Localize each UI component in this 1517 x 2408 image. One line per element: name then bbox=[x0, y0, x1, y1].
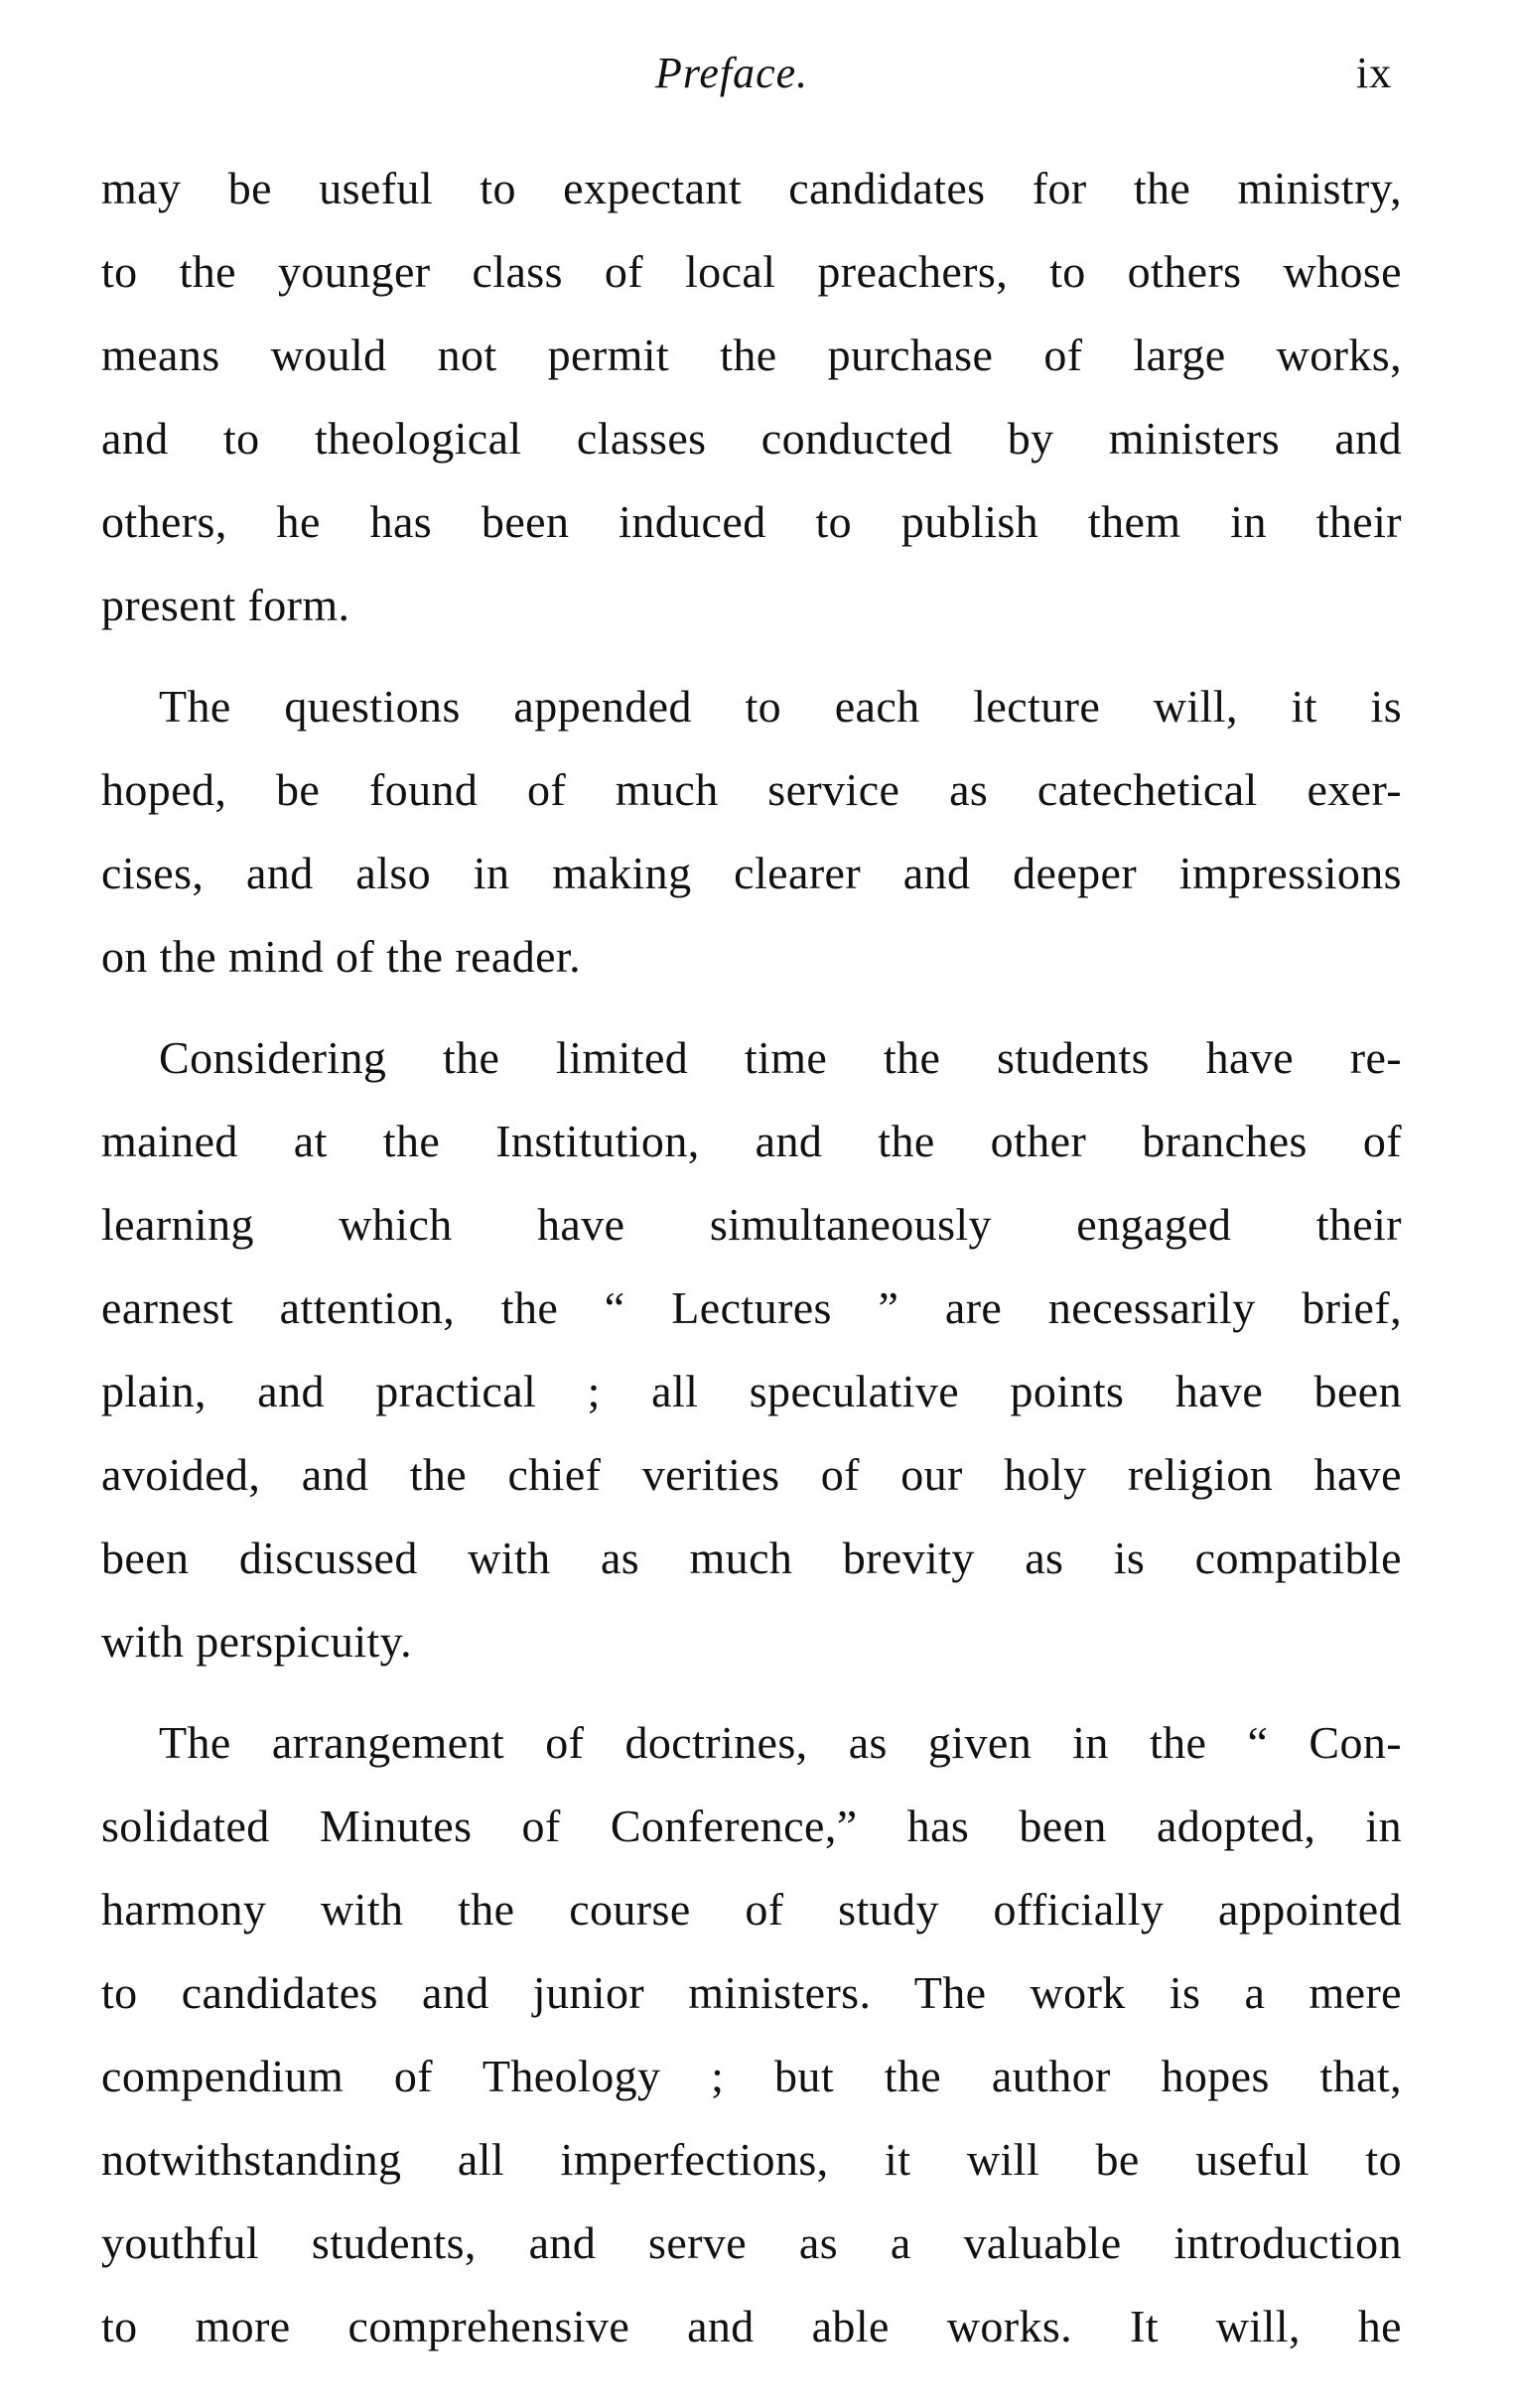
text-line: compendium of Theology ; but the author hopes that, bbox=[101, 2051, 1402, 2101]
text-line: learning which have simultaneously engaged their bbox=[101, 1199, 1402, 1250]
text-line: The questions appended to each lecture will, it is bbox=[159, 681, 1402, 732]
text-line: youthful students, and serve as a valuable introduction bbox=[101, 2217, 1402, 2268]
text-line: on the mind of the reader. bbox=[101, 931, 582, 982]
body-text bbox=[101, 147, 1402, 2368]
text-line: and to theological classes conducted by ministers and bbox=[101, 413, 1402, 464]
text-line: mained at the Institution, and the other branches of bbox=[101, 1116, 1402, 1166]
running-head bbox=[0, 44, 1517, 103]
text-line: means would not permit the purchase of large works, bbox=[101, 330, 1402, 380]
paragraph-3 bbox=[101, 1016, 1402, 1683]
text-line: with perspicuity. bbox=[101, 1616, 412, 1667]
paragraph-gap bbox=[101, 999, 1402, 1016]
text-line: plain, and practical ; all speculative points have been bbox=[101, 1366, 1402, 1416]
text-line: harmony with the course of study officially appointed bbox=[101, 1884, 1402, 1935]
text-line: The arrangement of doctrines, as given in the “ Con- bbox=[159, 1717, 1402, 1768]
text-line: Considering the limited time the students have re- bbox=[159, 1032, 1402, 1083]
paragraph-4 bbox=[101, 1701, 1402, 2368]
paragraph-gap bbox=[101, 647, 1402, 665]
text-line: to candidates and junior ministers. The work is a mere bbox=[101, 1967, 1402, 2018]
page-number: ix bbox=[1356, 49, 1393, 97]
text-line: hoped, be found of much service as catechetical exer- bbox=[101, 764, 1402, 815]
text-line: others, he has been induced to publish them in their bbox=[101, 496, 1402, 547]
running-title: Preface. bbox=[655, 49, 809, 97]
text-line: solidated Minutes of Conference,” has been adopted, in bbox=[101, 1801, 1402, 1851]
text-line: cises, and also in making clearer and deeper impressions bbox=[101, 848, 1402, 898]
text-line: avoided, and the chief verities of our holy religion have bbox=[101, 1449, 1402, 1500]
text-line: been discussed with as much brevity as is compatible bbox=[101, 1533, 1402, 1583]
text-line: notwithstanding all imperfections, it will be useful to bbox=[101, 2134, 1402, 2185]
text-line: earnest attention, the “ Lectures ” are necessarily brief, bbox=[101, 1282, 1402, 1333]
text-line: present form. bbox=[101, 580, 350, 630]
text-line: to more comprehensive and able works. It will, he bbox=[101, 2301, 1402, 2351]
paragraph-gap bbox=[101, 1683, 1402, 1701]
paragraph-2 bbox=[101, 665, 1402, 999]
text-line: may be useful to expectant candidates for the ministry, bbox=[101, 163, 1402, 213]
text-line: to the younger class of local preachers, to others whose bbox=[101, 246, 1402, 297]
paragraph-1 bbox=[101, 147, 1402, 647]
